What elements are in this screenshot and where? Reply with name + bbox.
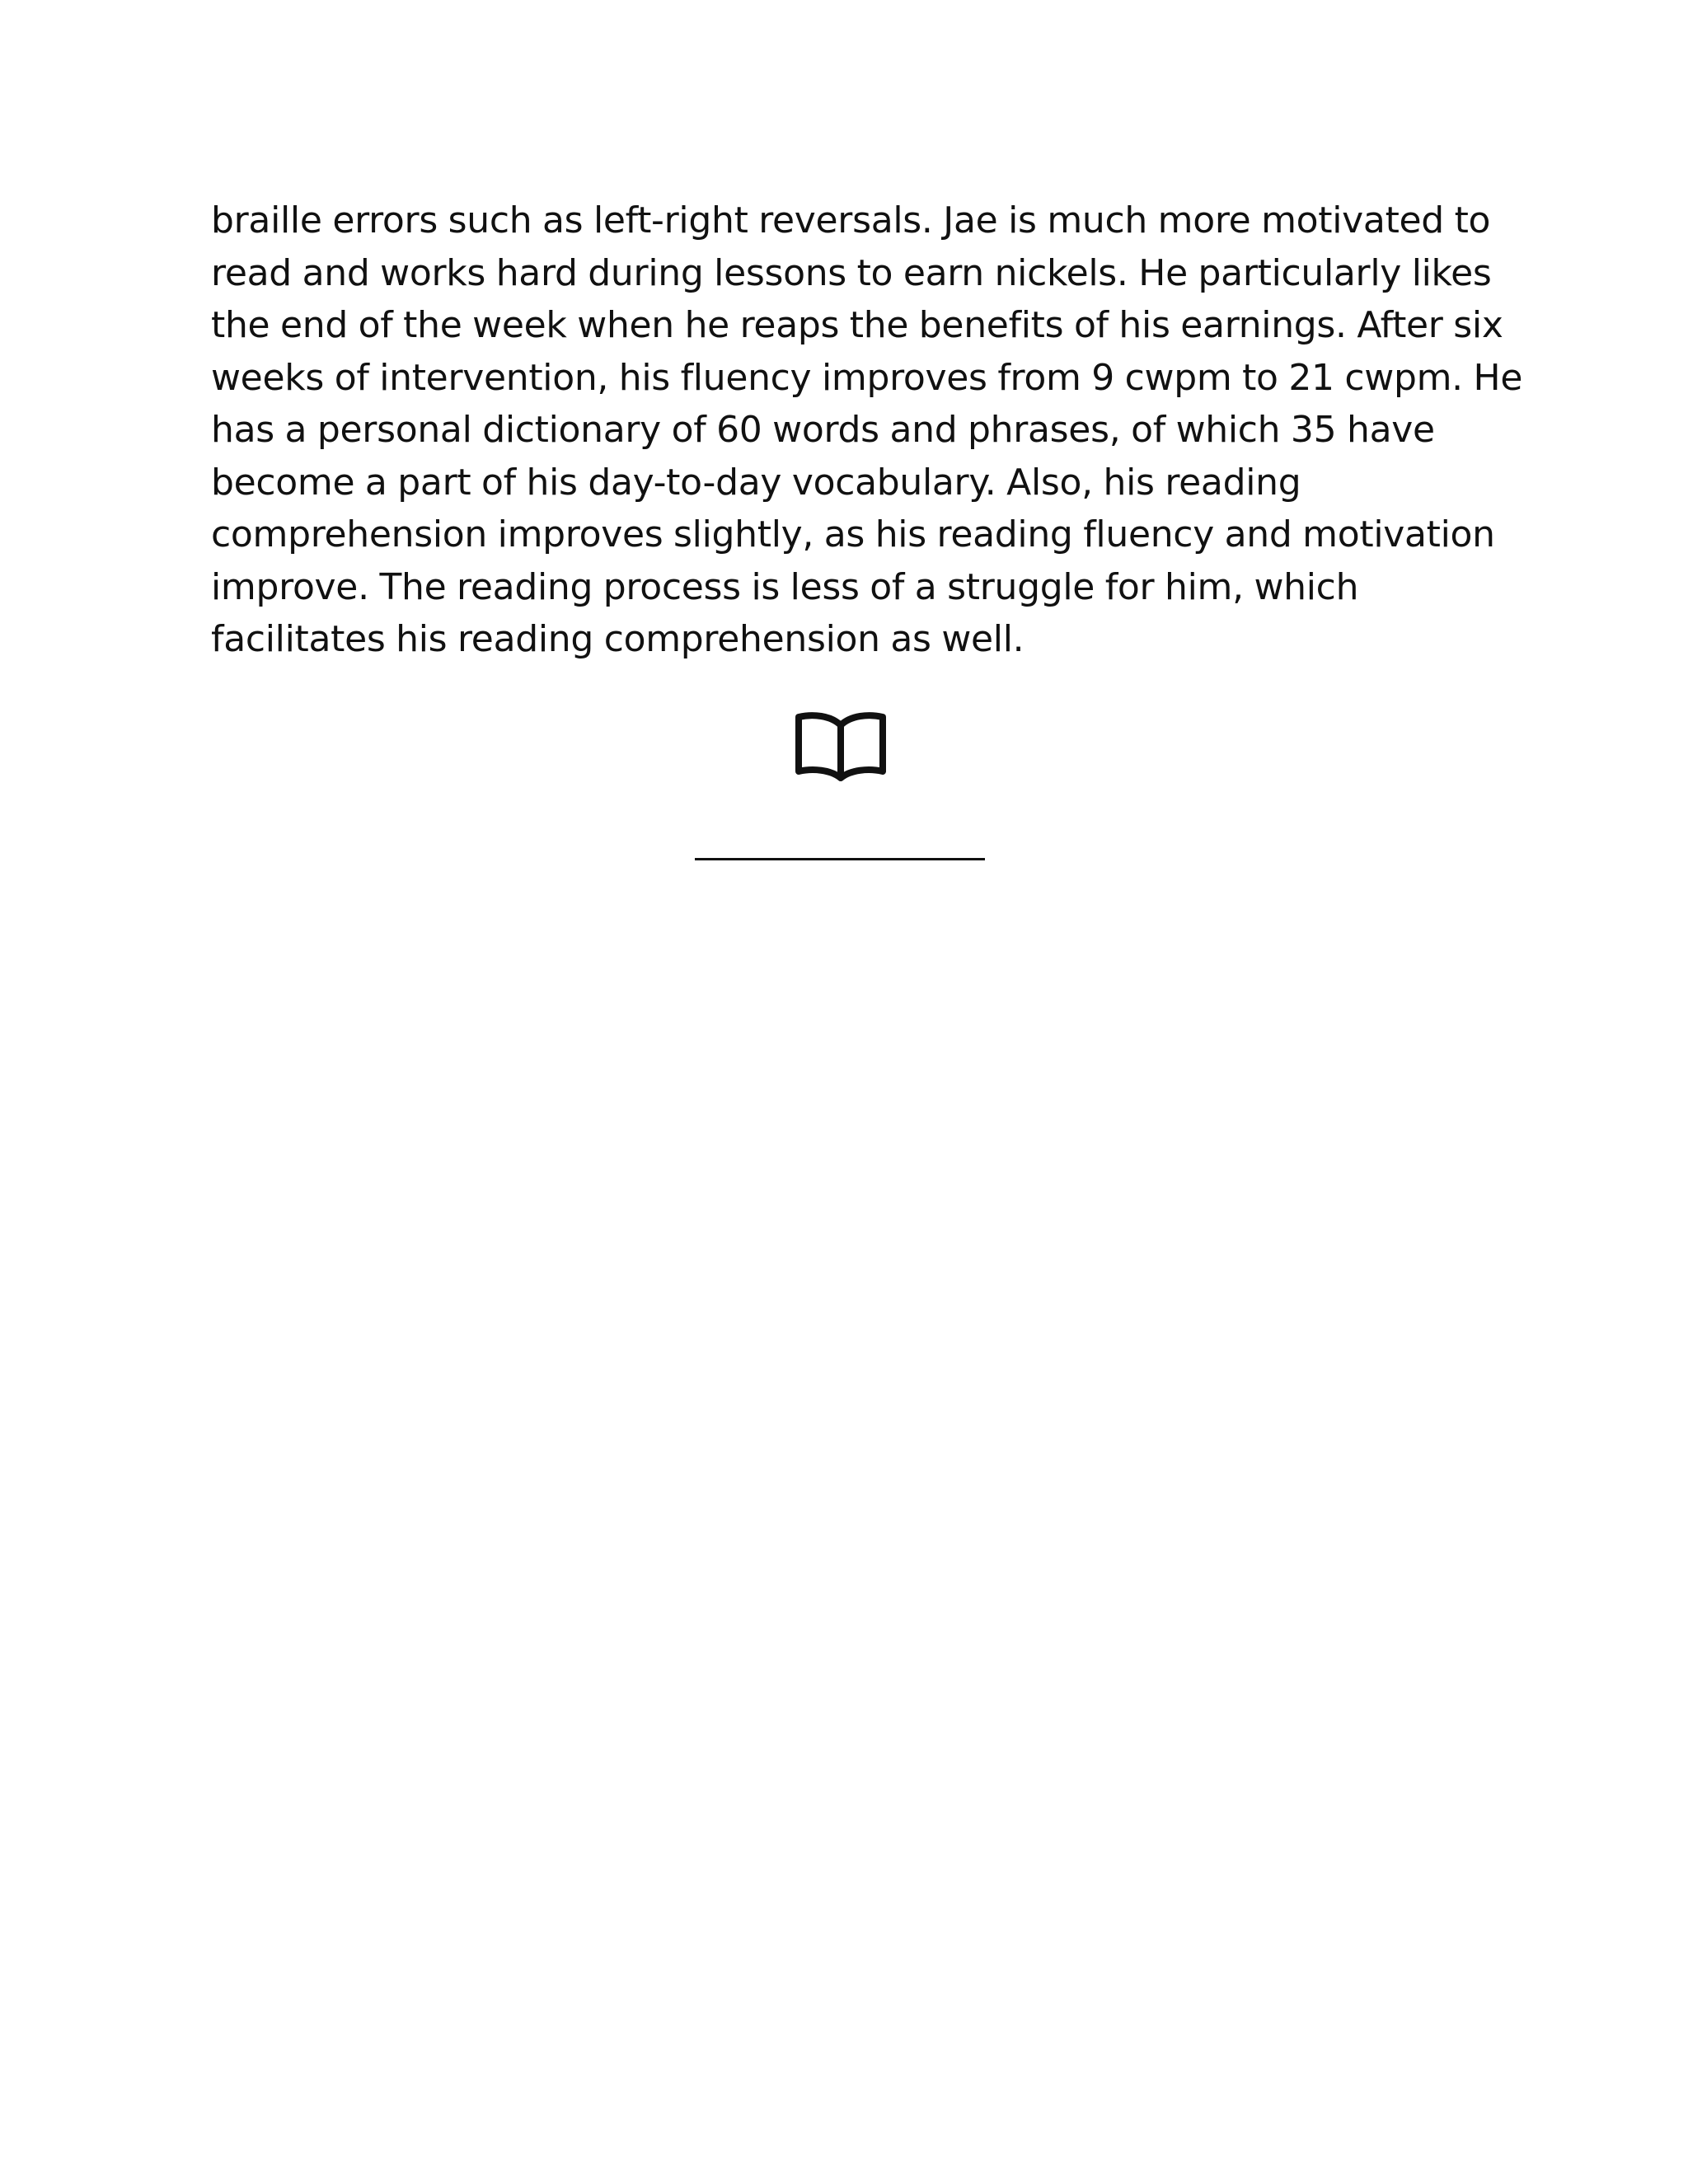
body-paragraph [211,194,1523,666]
paragraph-line: become a part of his day-to-day vocabulary. Also, his reading [211,461,1301,504]
open-book-icon [793,709,889,783]
paragraph-line: weeks of intervention, his fluency improves from 9 cwpm to 21 cwpm. He [211,356,1523,399]
paragraph-line: read and works hard during lessons to earn nickels. He particularly likes [211,251,1492,294]
paragraph-line: the end of the week when he reaps the benefits of his earnings. After six [211,304,1503,346]
paragraph-line: comprehension improves slightly, as his reading fluency and motivation [211,513,1495,555]
paragraph-line: improve. The reading process is less of a struggle for him, which [211,565,1359,608]
paragraph-line: has a personal dictionary of 60 words and phrases, of which 35 have [211,409,1435,451]
paragraph-line: braille errors such as left-right reversals. Jae is much more motivated to [211,199,1491,241]
section-divider [695,858,985,860]
paragraph-line: facilitates his reading comprehension as well. [211,618,1025,660]
